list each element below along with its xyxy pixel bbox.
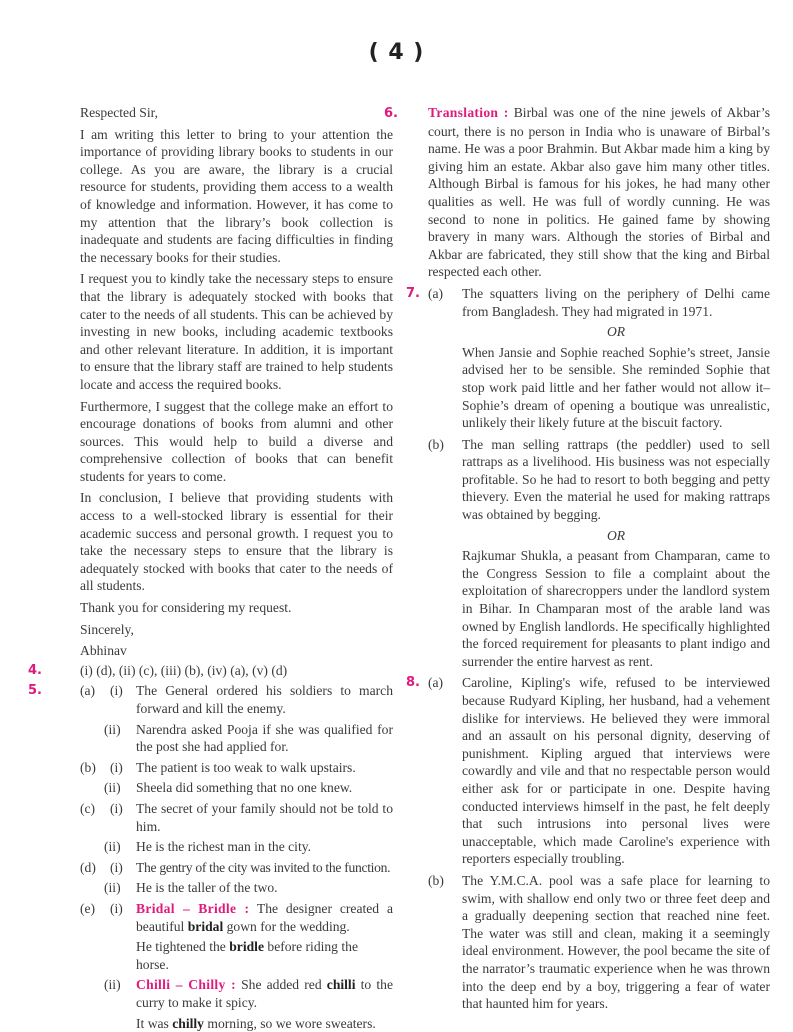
answer-text: The gentry of the city was invited to the function.: [136, 859, 393, 877]
part-label: (b): [428, 872, 444, 890]
subpart-ii: [110, 879, 393, 897]
answer-text: He is the taller of the two.: [136, 879, 393, 897]
part-a: [428, 285, 770, 432]
letter-paragraph: Furthermore, I suggest that the college make an effort to encourage donations of books from alumni and other sources. This would help to build a diverse and comprehensive collection of books that can benefit students for years to come.: [80, 398, 393, 486]
left-column: [28, 104, 393, 1032]
subpart-ii: [110, 721, 393, 756]
question-number: 4.: [28, 662, 52, 680]
keyword: bridle: [229, 939, 264, 954]
part-label: (a): [428, 285, 443, 303]
answer-text: The secret of your family should not be told to him.: [136, 800, 393, 835]
answer-text: The General ordered his soldiers to march forward and kill the enemy.: [136, 682, 393, 717]
question-number: 7.: [406, 285, 428, 303]
translation-text: Birbal was one of the nine jewels of Akbar’s court, there is no person in India who is unaware of Birbal’s name. He was a poor Brahmin. But Akbar made him a king by giving him an estate. Akbar also gave him many other titles. Although Birbal is famous for his jokes, he had many other qualities as well. He was full of wordly cunning. He was second to none in politics. He gained fame by showing bravery in many wars. Although the stories of Birbal and Akbar are fabricated, they still show that the king and Birbal respected each other.: [428, 105, 770, 279]
answer-text: The patient is too weak to walk upstairs.: [136, 759, 393, 777]
question-4: [28, 662, 393, 680]
keyword: chilli: [327, 977, 356, 992]
answer-text: [136, 938, 393, 973]
letter-paragraph: Thank you for considering my request.: [80, 599, 393, 617]
subpart-label: (i): [110, 859, 123, 877]
part-b: [428, 436, 770, 671]
keyword: chilly: [172, 1016, 204, 1031]
part-label: (d): [80, 859, 96, 877]
answer-text: He is the richest man in the city.: [136, 838, 393, 856]
letter-paragraph: I am writing this letter to bring to your attention the importance of providing library books to students in our college. As you are aware, the library is a crucial resource for students, providing them access to a wealth of knowledge and information. However, it has come to my attention that the library’s book collection is inadequate and students are facing difficulties in finding the necessary books for their studies.: [80, 126, 393, 267]
answer-text: [136, 900, 393, 935]
answer-text: Narendra asked Pooja if she was qualified for the post she had applied for.: [136, 721, 393, 756]
subpart-i: [110, 759, 393, 777]
subpart-i: [110, 859, 393, 877]
or-divider: OR: [462, 323, 770, 341]
part-label: (b): [80, 759, 96, 777]
subpart-i: [110, 900, 393, 973]
part-label: (a): [428, 674, 443, 692]
letter-closing: Sincerely,: [80, 621, 393, 639]
keyword: bridal: [188, 919, 224, 934]
question-number: 6.: [406, 105, 428, 123]
letter: [28, 104, 393, 660]
letter-paragraph: In conclusion, I believe that providing students with access to a well-stocked library is essential for their academic success and personal growth. I request you to take the necessary steps to ensure that the library is adequately stocked with books that cater to the needs of all students.: [80, 489, 393, 595]
answer-text: The squatters living on the periphery of Delhi came from Bangladesh. They had migrated in 1971.: [462, 285, 770, 320]
part-e: [80, 900, 393, 1032]
subpart-ii: [110, 779, 393, 797]
part-a: [80, 682, 393, 755]
sentence-text: She added red: [236, 977, 327, 992]
sentence-text: to the curry to make it spicy.: [136, 977, 393, 1010]
answer-text: [136, 976, 393, 1011]
part-c: [80, 800, 393, 856]
subpart-ii: [110, 838, 393, 856]
part-b: [80, 759, 393, 797]
sentence-text: morning, so we wore sweaters.: [204, 1016, 376, 1031]
subpart-label: (ii): [104, 879, 121, 897]
answer-text: Caroline, Kipling's wife, refused to be interviewed because Rudyard Kipling, her husband, had a vehement dislike for interviews. He believed they were immoral and an assault on his personal dignity, deserving of punishment. Kipling argued that interviews were cowardly and vile and that no respectable person would either ask for or participate in one. Despite having conducted interviews himself in the past, he felt deeply that such intrusions into personal lives were unacceptable, which made Caroline's experience with reporters especially troubling.: [462, 674, 770, 868]
answer-text: The man selling rattraps (the peddler) used to sell rattraps as a livelihood. His business was not especially profitable. So he had to resort to both begging and petty thievery. Even the material he used for making rattraps was obtained by begging.: [462, 436, 770, 524]
answer-text: [136, 1015, 393, 1032]
sentence-text: It was: [136, 1016, 172, 1031]
word-pair-heading: Chilli – Chilly: [136, 977, 226, 992]
sentence-text: He tightened the: [136, 939, 229, 954]
subpart-label: (i): [110, 682, 123, 700]
subpart-label: (ii): [104, 838, 121, 856]
answer-text: Rajkumar Shukla, a peasant from Champaran, came to the Congress Session to file a complaint about the exploitation of sharecroppers under the landlord system in Bihar. In Champaran most of the arable land was owned by English landlords. He specifically highlighted the forced requirement for pleasants to plant indigo and surrender the entire harvest as rent.: [462, 547, 770, 670]
or-divider: OR: [462, 527, 770, 545]
sentence-text: gown for the wedding.: [223, 919, 349, 934]
subpart-label: (i): [110, 759, 123, 777]
question-7: [406, 285, 770, 670]
subpart-label: (i): [110, 900, 123, 918]
page-number: ( 4 ): [0, 44, 793, 62]
answer-text: When Jansie and Sophie reached Sophie’s street, Jansie advised her to be sensible. She reminded Sophie that stop work paid little and her father would not allow it–Sophie’s dream of opening a boutique was unrealistic, unlikely their likely future at the biscuit factory.: [462, 344, 770, 432]
subpart-i: [110, 800, 393, 835]
answer-text: (i) (d), (ii) (c), (iii) (b), (iv) (a), (v) (d): [80, 662, 393, 680]
subpart-label: (ii): [104, 976, 121, 994]
subpart-i: [110, 682, 393, 717]
translation-heading: Translation :: [428, 105, 509, 120]
answer-text: The Y.M.C.A. pool was a safe place for learning to swim, with shallow end only two or three feet deep and a gradually deepening section that reached nine feet. The water was still and clean, making it a seemingly ideal environment. However, the pool became the site of the narrator’s traumatic experience when he was thrown into the deep end by a boy, triggering a fear of water that haunted him for years.: [462, 872, 770, 1013]
part-a: [428, 674, 770, 868]
subpart-label: (ii): [104, 721, 121, 739]
sentence-text: The designer created a beautiful: [136, 901, 393, 934]
letter-paragraph: I request you to kindly take the necessary steps to ensure that the library is adequately stocked with books that cater to the needs of all students. This can be achieved by investing in new books, including academic textbooks and other relevant literature. In addition, it is important to ensure that the library staff are trained to help students locate and access the required books.: [80, 270, 393, 393]
colon: :: [226, 977, 236, 992]
question-number: 5.: [28, 682, 52, 700]
word-pair-heading: Bridal – Bridle: [136, 901, 236, 916]
subpart-label: (i): [110, 800, 123, 818]
question-5: [28, 682, 393, 1032]
part-label: (b): [428, 436, 444, 454]
letter-signature: Abhinav: [80, 642, 393, 660]
sentence-text: before riding the horse.: [136, 939, 358, 972]
subpart-label: (ii): [104, 779, 121, 797]
answer-text: Sheela did something that no one knew.: [136, 779, 393, 797]
letter-salutation: Respected Sir,: [80, 104, 393, 122]
answer-text: [406, 104, 770, 281]
question-6: [406, 104, 770, 281]
part-d: [80, 859, 393, 897]
right-column: [406, 104, 770, 1013]
part-label: (c): [80, 800, 95, 818]
question-8: [406, 674, 770, 1012]
part-label: (e): [80, 900, 95, 918]
part-label: (a): [80, 682, 95, 700]
colon: :: [236, 901, 249, 916]
part-b: [428, 872, 770, 1013]
question-number: 8.: [406, 674, 428, 692]
